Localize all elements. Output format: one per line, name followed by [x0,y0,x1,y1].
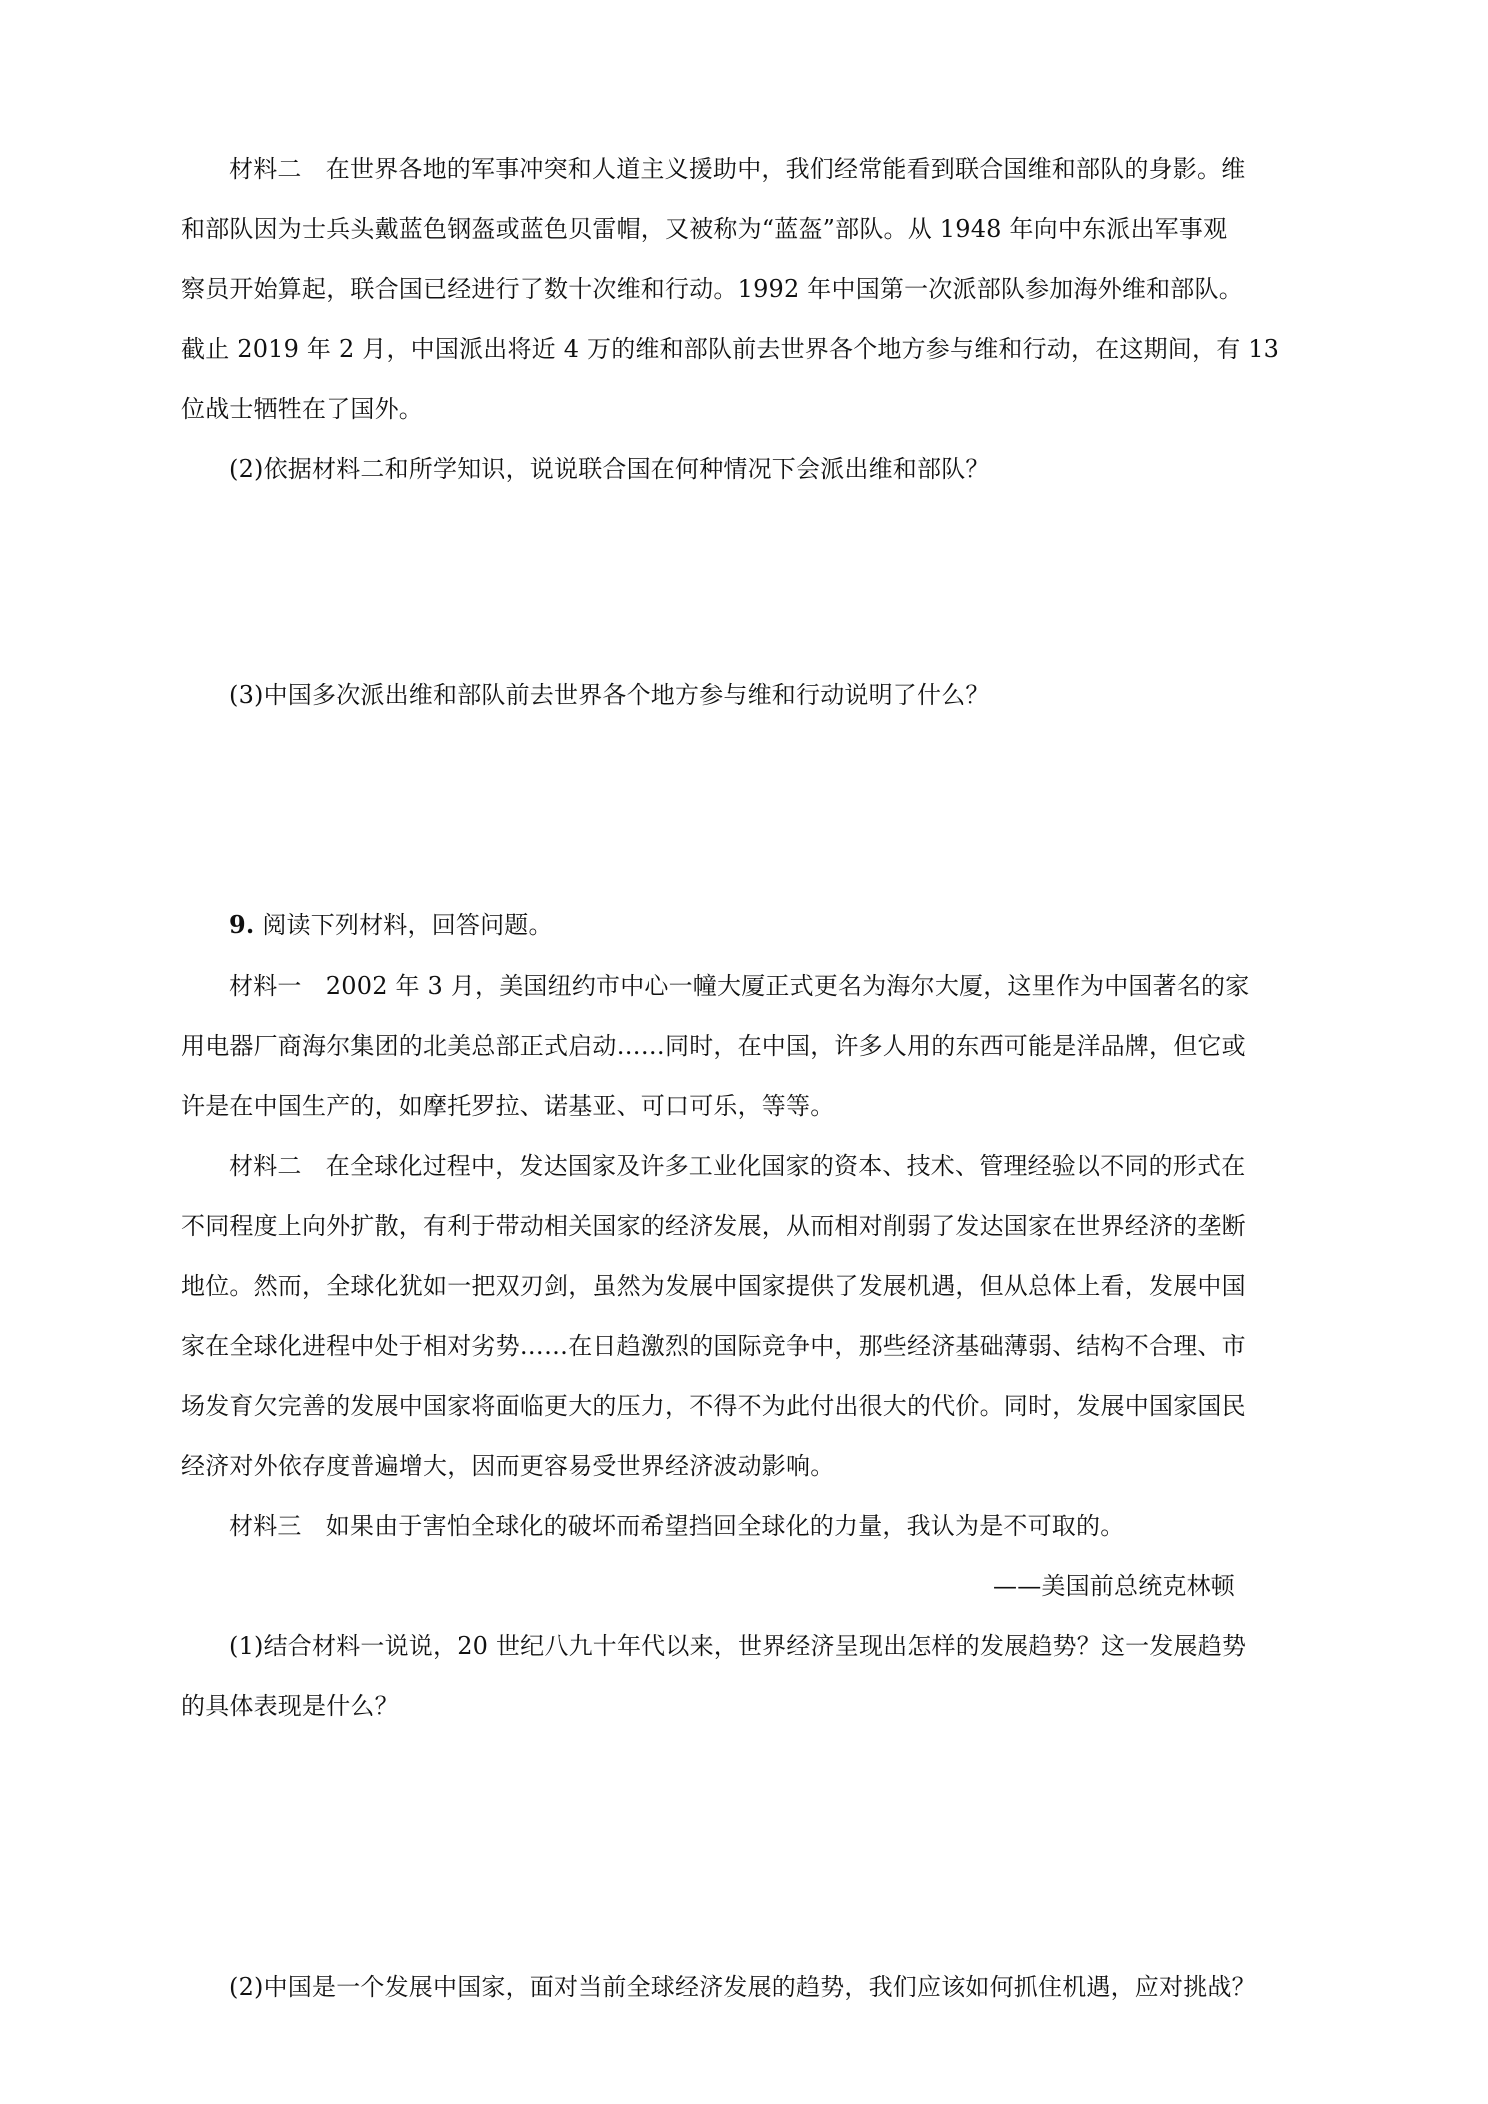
question-number: 9. [229,910,255,939]
q9-material2-line-1: 材料二 在全球化过程中，发达国家及许多工业化国家的资本、技术、管理经验以不同的形式在 [229,1152,1246,1180]
question-8-2: (2)依据材料二和所学知识，说说联合国在何种情况下会派出维和部队？ [229,455,990,483]
q9-material1-line-1: 材料一 2002 年 3 月，美国纽约市中心一幢大厦正式更名为海尔大厦，这里作为中国著名的家 [229,972,1250,1000]
q9-question-1-line-2: 的具体表现是什么？ [181,1692,399,1720]
question-8-3: (3)中国多次派出维和部队前去世界各个地方参与维和行动说明了什么？ [229,681,990,709]
q9-question-2: (2)中国是一个发展中国家，面对当前全球经济发展的趋势，我们应该如何抓住机遇，应对挑战？ [229,1973,1256,2001]
material2-line-3: 察员开始算起，联合国已经进行了数十次维和行动。1992 年中国第一次派部队参加海外维和部队。 [181,275,1243,303]
q9-material1-line-2: 用电器厂商海尔集团的北美总部正式启动……同时，在中国，许多人用的东西可能是洋品牌，但它或 [181,1032,1246,1060]
question-9-heading [229,910,553,940]
q9-material2-line-2: 不同程度上向外扩散，有利于带动相关国家的经济发展，从而相对削弱了发达国家在世界经济的垄断 [181,1212,1246,1240]
material2-line-2: 和部队因为士兵头戴蓝色钢盔或蓝色贝雷帽，又被称为“蓝盔”部队。从 1948 年向中东派出军事观 [181,215,1228,243]
q9-material2-line-3: 地位。然而，全球化犹如一把双刃剑，虽然为发展中国家提供了发展机遇，但从总体上看，发展中国 [181,1272,1246,1300]
material2-line-4: 截止 2019 年 2 月，中国派出将近 4 万的维和部队前去世界各个地方参与维和行动，在这期间，有 13 [181,335,1280,363]
q9-material1-line-3: 许是在中国生产的，如摩托罗拉、诺基亚、可口可乐，等等。 [181,1092,835,1120]
q9-material3-source: ——美国前总统克林顿 [993,1572,1235,1600]
q9-material2-line-4: 家在全球化进程中处于相对劣势……在日趋激烈的国际竞争中，那些经济基础薄弱、结构不合理、市 [181,1332,1246,1360]
q9-material2-line-6: 经济对外依存度普遍增大，因而更容易受世界经济波动影响。 [181,1452,835,1480]
question-prompt: 阅读下列材料，回答问题。 [262,911,553,939]
material2-line-1: 材料二 在世界各地的军事冲突和人道主义援助中，我们经常能看到联合国维和部队的身影。维 [229,155,1246,183]
q9-question-1-line-1: (1)结合材料一说说，20 世纪八九十年代以来，世界经济呈现出怎样的发展趋势？这一发展趋势 [229,1632,1247,1660]
q9-material3: 材料三 如果由于害怕全球化的破坏而希望挡回全球化的力量，我认为是不可取的。 [229,1512,1125,1540]
q9-material2-line-5: 场发育欠完善的发展中国家将面临更大的压力，不得不为此付出很大的代价。同时，发展中国家国民 [181,1392,1246,1420]
material2-line-5: 位战士牺牲在了国外。 [181,395,423,423]
